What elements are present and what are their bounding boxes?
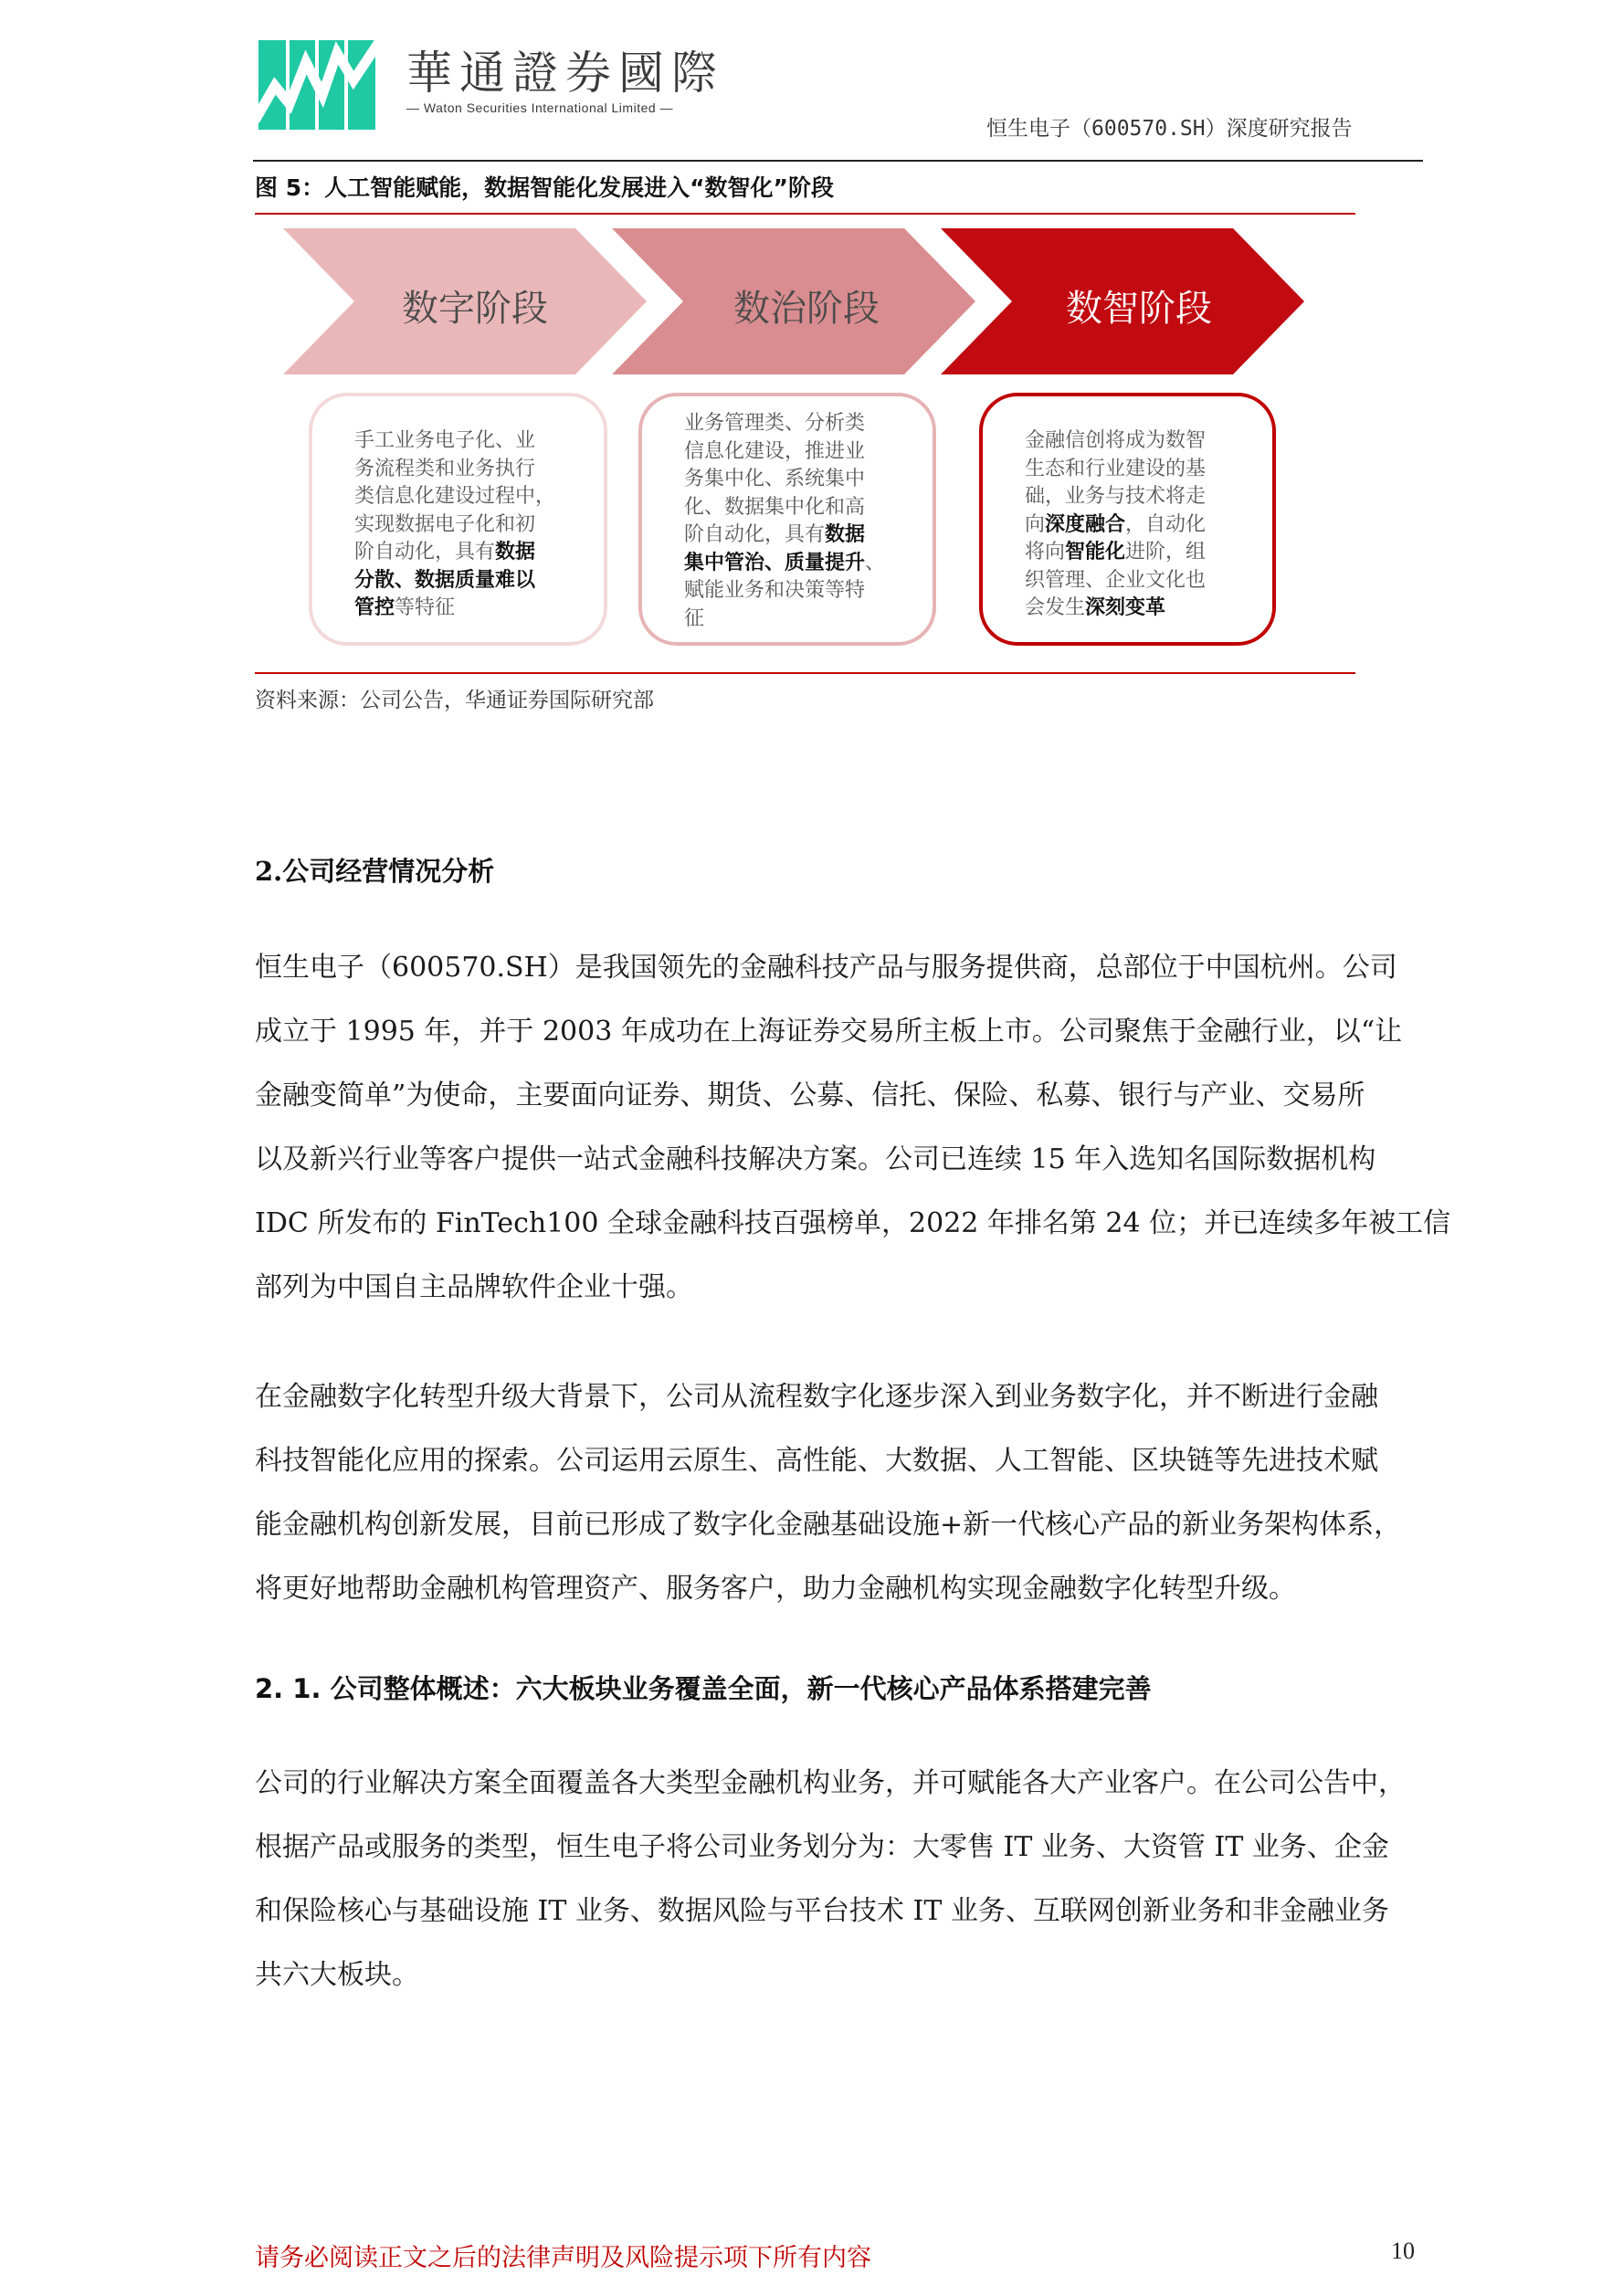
logo-english-name: — Waton Securities International Limited — (406, 100, 674, 115)
emphasis-text: 集中管治、质量提升 (684, 551, 866, 574)
paragraph-line: 金融变简单”为使命，主要面向证券、期货、公募、信托、保险、私募、银行与产业、交易所 (255, 1080, 1365, 1111)
description-text: 手工业务电子化、业 (354, 429, 536, 452)
description-text: 等特征 (395, 596, 456, 619)
description-text: 类信息化建设过程中， (354, 485, 556, 508)
stage-1-description (309, 393, 607, 646)
paragraph-line: 能金融机构创新发展，目前已形成了数字化金融基础设施+新一代核心产品的新业务架构体系， (255, 1509, 1402, 1541)
paragraph-line: 在金融数字化转型升级大背景下，公司从流程数字化逐步深入到业务数字化，并不断进行金融 (255, 1381, 1378, 1413)
description-text: 务集中化、系统集中 (684, 468, 866, 490)
paragraph-line: 根据产品或服务的类型，恒生电子将公司业务划分为：大零售 IT 业务、大资管 IT 业务、企金 (255, 1831, 1389, 1863)
stage-2-label: 数治阶段 (733, 288, 880, 330)
section-heading: 2.公司经营情况分析 (255, 856, 495, 887)
emphasis-text: 深度融合 (1045, 512, 1126, 536)
description-text: 金融信创将成为数智 (1025, 429, 1207, 452)
description-line (354, 539, 587, 567)
description-line (684, 466, 916, 494)
figure-top-rule (255, 213, 1355, 215)
paragraph-line: 恒生电子（600570.SH）是我国领先的金融科技产品与服务提供商，总部位于中国杭州。公司 (255, 952, 1397, 984)
paragraph-3 (255, 1752, 1442, 2007)
description-text: 化、数据集中化和高 (684, 495, 866, 519)
paragraph-line: IDC 所发布的 FinTech100 全球金融科技百强榜单，2022 年排名第 24 位；并已连续多年被工信 (255, 1207, 1451, 1239)
stage-1-label: 数字阶段 (402, 288, 548, 330)
description-text: 信息化建设，推进业 (684, 439, 866, 463)
legal-notice: 请务必阅读正文之后的法律声明及风险提示项下所有内容 (255, 2244, 871, 2272)
description-text: 织管理、企业文化也 (1025, 568, 1207, 592)
description-line (354, 567, 587, 595)
paragraph-line: 部列为中国自主品牌软件企业十强。 (255, 1271, 693, 1303)
description-text: 将向 (1025, 541, 1066, 563)
description-text: 实现数据电子化和初 (354, 512, 536, 536)
paragraph-line: 将更好地帮助金融机构管理资产、服务客户，助力金融机构实现金融数字化转型升级。 (255, 1573, 1296, 1605)
figure-title: 图 5：人工智能赋能，数据智能化发展进入“数智化”阶段 (255, 174, 834, 201)
description-line (354, 595, 587, 623)
paragraph-2 (255, 1365, 1442, 1621)
description-line (684, 521, 916, 550)
emphasis-text: 数据 (825, 523, 866, 546)
paragraph-line: 和保险核心与基础设施 IT 业务、数据风险与平台技术 IT 业务、互联网创新业务和非金融业务 (255, 1895, 1389, 1927)
paragraph-line: 科技智能化应用的探索。公司运用云原生、高性能、大数据、人工智能、区块链等先进技术赋 (255, 1445, 1378, 1477)
description-text: 业务管理类、分析类 (684, 412, 866, 435)
description-text: ，自动化 (1125, 512, 1207, 536)
description-line (1025, 539, 1256, 567)
paragraph-line: 共六大板块。 (255, 1959, 419, 1991)
description-text: 、 (865, 551, 886, 574)
stage-3-description (979, 393, 1276, 646)
description-text: 础，业务与技术将走 (1025, 485, 1207, 508)
description-text: 向 (1025, 512, 1046, 536)
description-line (1025, 456, 1256, 484)
description-line (1025, 427, 1256, 456)
emphasis-text: 深刻变革 (1085, 596, 1166, 619)
emphasis-text: 智能化 (1065, 541, 1126, 563)
subsection-heading: 2. 1. 公司整体概述：六大板块业务覆盖全面，新一代核心产品体系搭建完善 (255, 1673, 1152, 1704)
description-text: 阶自动化，具有 (684, 523, 826, 546)
description-line (684, 438, 916, 467)
description-line (684, 494, 916, 522)
description-text: 会发生 (1025, 596, 1086, 619)
description-line (1025, 595, 1256, 623)
description-text: 阶自动化，具有 (354, 541, 496, 563)
logo-chinese-name: 華通證券國際 (406, 47, 724, 100)
description-line (684, 550, 916, 578)
paragraph-line: 公司的行业解决方案全面覆盖各大类型金融机构业务，并可赋能各大产业客户。在公司公告中， (255, 1767, 1406, 1799)
emphasis-text: 数据 (495, 541, 536, 563)
report-label: 恒生电子（600570.SH）深度研究报告 (986, 117, 1353, 141)
company-logo (258, 40, 375, 130)
description-line (684, 606, 916, 634)
page-number: 10 (1391, 2238, 1415, 2264)
figure-source: 资料来源：公司公告，华通证券国际研究部 (255, 689, 654, 712)
emphasis-text: 分散、数据质量难以 (354, 568, 536, 592)
paragraph-line: 以及新兴行业等客户提供一站式金融科技解决方案。公司已连续 15 年入选知名国际数据机构 (255, 1143, 1376, 1175)
figure-bottom-rule (255, 672, 1355, 674)
description-line (1025, 567, 1256, 595)
header-divider (253, 160, 1423, 162)
description-text: 生态和行业建设的基 (1025, 457, 1207, 480)
description-text: 进阶，组 (1125, 541, 1207, 563)
description-line (354, 483, 587, 511)
description-line (1025, 483, 1256, 511)
stage-3-label: 数智阶段 (1066, 288, 1212, 330)
paragraph-line: 成立于 1995 年，并于 2003 年成功在上海证券交易所主板上市。公司聚焦于金融行业，以“让 (255, 1016, 1403, 1048)
description-line (684, 410, 916, 438)
description-line (354, 511, 587, 540)
description-line (354, 456, 587, 484)
description-line (684, 577, 916, 606)
stage-2-description (638, 393, 936, 646)
description-line (354, 427, 587, 456)
paragraph-1 (255, 936, 1451, 1320)
description-text: 务流程类和业务执行 (354, 457, 536, 480)
description-line (1025, 511, 1256, 540)
emphasis-text: 管控 (354, 596, 395, 619)
description-text: 征 (684, 606, 705, 630)
description-text: 赋能业务和决策等特 (684, 579, 866, 602)
